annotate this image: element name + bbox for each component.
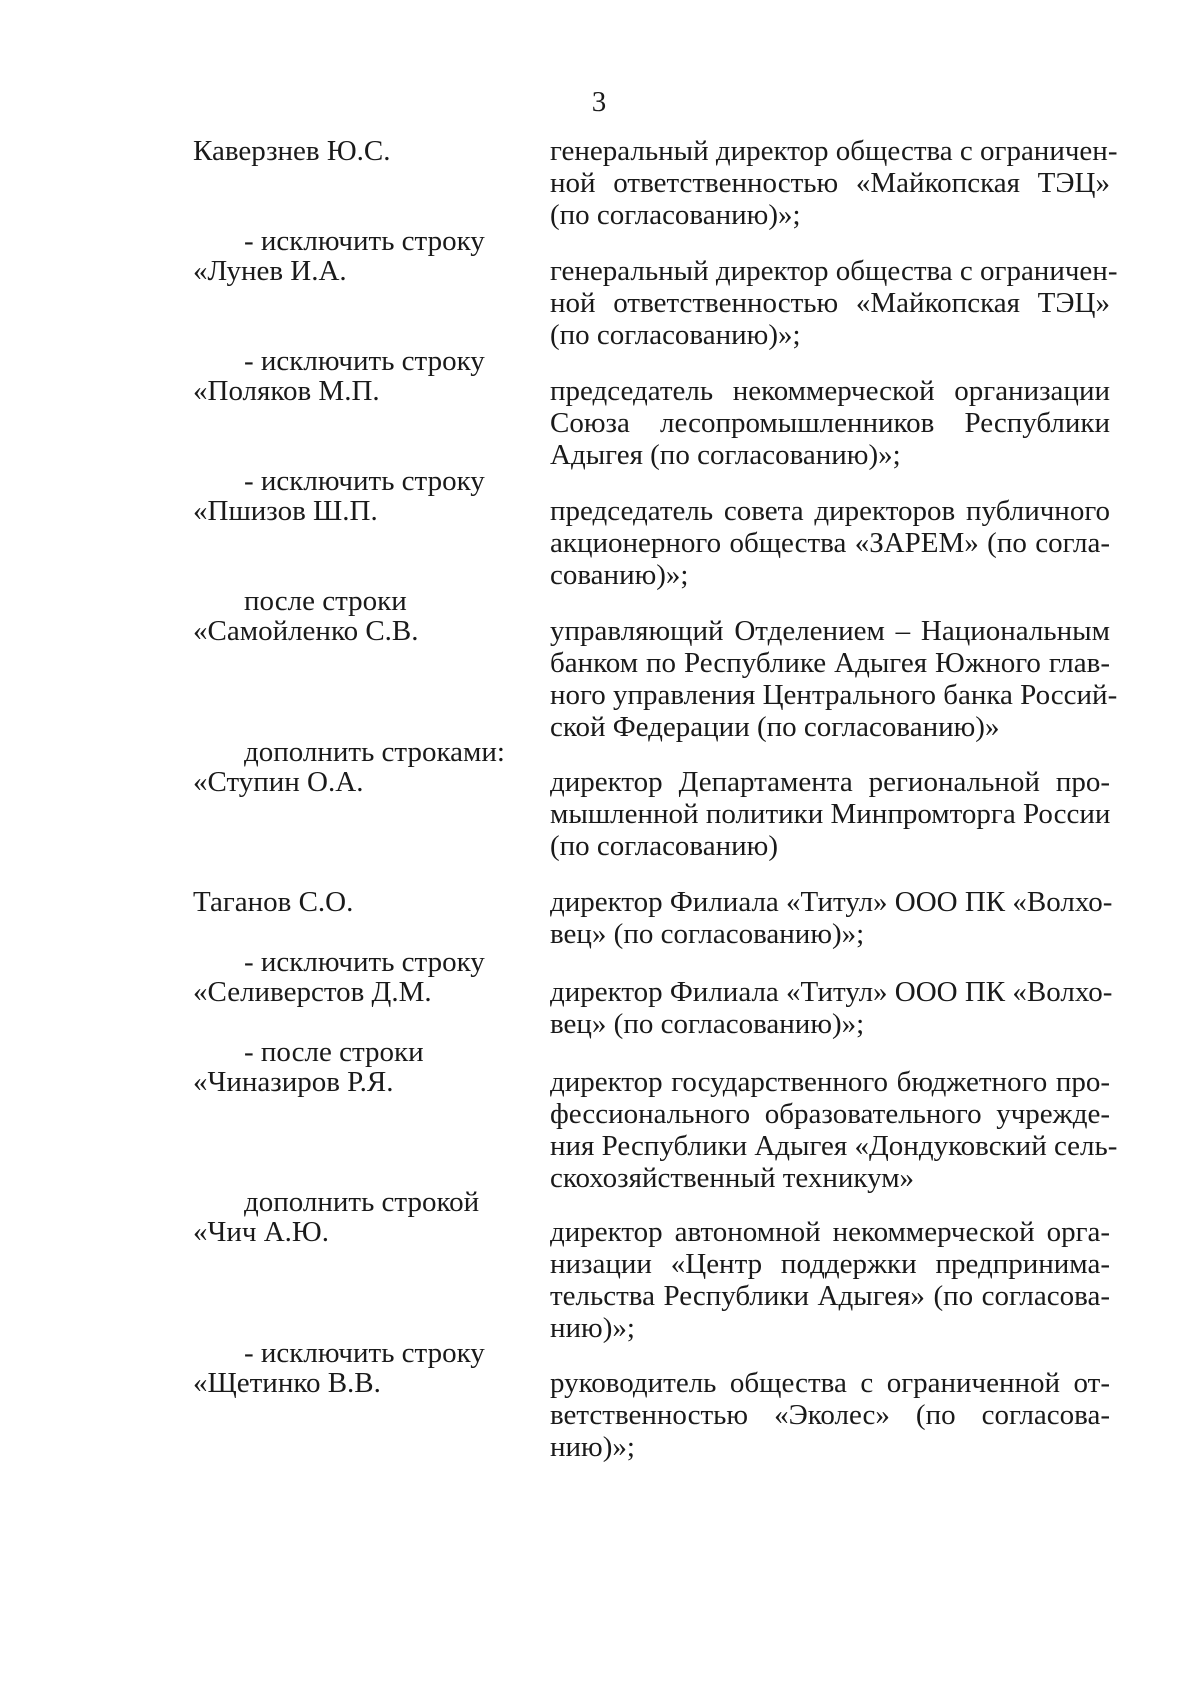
position-line: ния Республики Адыгея «Дондуковский сель-: [550, 1130, 1118, 1162]
member-name: «Селиверстов Д.М.: [193, 976, 432, 1008]
position-line: (по согласованию): [550, 830, 778, 862]
member-name: «Лунев И.А.: [193, 255, 347, 287]
position-line: ного управления Центрального банка Россий-: [550, 679, 1118, 711]
position-line: директор государственного бюджетного про-: [550, 1066, 1110, 1098]
position-line: вец» (по согласованию)»;: [550, 918, 865, 950]
member-position: [550, 976, 1113, 1040]
page-number: 3: [591, 86, 607, 118]
member-name: Каверзнев Ю.С.: [193, 135, 391, 167]
position-line: скохозяйственный техникум»: [550, 1162, 915, 1194]
member-name: «Ступин О.А.: [193, 766, 364, 798]
member-name: «Чич А.Ю.: [193, 1216, 329, 1248]
position-line: вец» (по согласованию)»;: [550, 1008, 865, 1040]
amendment-instruction: - исключить строку: [244, 1337, 485, 1369]
member-name: «Поляков М.П.: [193, 375, 380, 407]
member-position: [550, 1367, 1110, 1463]
position-line: руководитель общества с ограниченной от-: [550, 1367, 1110, 1399]
member-position: [550, 375, 1110, 471]
member-name: «Самойленко С.В.: [193, 615, 419, 647]
position-line: Союза лесопромышленников Республики: [550, 407, 1110, 439]
member-position: [550, 1066, 1118, 1194]
member-position: [550, 766, 1110, 862]
position-line: (по согласованию)»;: [550, 319, 801, 351]
position-line: директор автономной некоммерческой орга-: [550, 1216, 1110, 1248]
member-name: Таганов С.О.: [193, 886, 354, 918]
position-line: директор Филиала «Титул» ООО ПК «Волхо-: [550, 976, 1113, 1008]
position-line: директор Департамента региональной про-: [550, 766, 1110, 798]
position-line: ской Федерации (по согласованию)»: [550, 711, 1000, 743]
position-line: председатель совета директоров публичного: [550, 495, 1110, 527]
position-line: генеральный директор общества с ограничен-: [550, 255, 1118, 287]
position-line: (по согласованию)»;: [550, 199, 801, 231]
member-position: [550, 1216, 1110, 1344]
member-position: [550, 495, 1110, 591]
position-line: мышленной политики Минпромторга России: [550, 798, 1111, 830]
position-line: директор Филиала «Титул» ООО ПК «Волхо-: [550, 886, 1113, 918]
position-line: председатель некоммерческой организации: [550, 375, 1110, 407]
position-line: фессионального образовательного учрежде-: [550, 1098, 1110, 1130]
amendment-instruction: - исключить строку: [244, 946, 485, 978]
member-position: [550, 135, 1118, 231]
position-line: низации «Центр поддержки предпринима-: [550, 1248, 1110, 1280]
position-line: ной ответственностью «Майкопская ТЭЦ»: [550, 167, 1110, 199]
position-line: ветственностью «Эколес» (по согласова-: [550, 1399, 1110, 1431]
position-line: нию)»;: [550, 1431, 635, 1463]
position-line: управляющий Отделением – Национальным: [550, 615, 1110, 647]
position-line: сованию)»;: [550, 559, 689, 591]
position-line: ной ответственностью «Майкопская ТЭЦ»: [550, 287, 1110, 319]
amendment-instruction: после строки: [244, 585, 407, 617]
member-position: [550, 886, 1113, 950]
position-line: Адыгея (по согласованию)»;: [550, 439, 901, 471]
amendment-instruction: - исключить строку: [244, 465, 485, 497]
amendment-instruction: - исключить строку: [244, 225, 485, 257]
member-position: [550, 255, 1118, 351]
amendment-instruction: - исключить строку: [244, 345, 485, 377]
member-position: [550, 615, 1118, 743]
member-name: «Пшизов Ш.П.: [193, 495, 378, 527]
position-line: нию)»;: [550, 1312, 635, 1344]
amendment-instruction: - после строки: [244, 1036, 424, 1068]
position-line: тельства Республики Адыгея» (по согласова-: [550, 1280, 1110, 1312]
amendment-instruction: дополнить строкой: [244, 1186, 480, 1218]
member-name: «Щетинко В.В.: [193, 1367, 381, 1399]
position-line: банком по Республике Адыгея Южного глав-: [550, 647, 1110, 679]
position-line: акционерного общества «ЗАРЕМ» (по согла-: [550, 527, 1110, 559]
member-name: «Чиназиров Р.Я.: [193, 1066, 394, 1098]
position-line: генеральный директор общества с ограничен-: [550, 135, 1118, 167]
amendment-instruction: дополнить строками:: [244, 736, 505, 768]
